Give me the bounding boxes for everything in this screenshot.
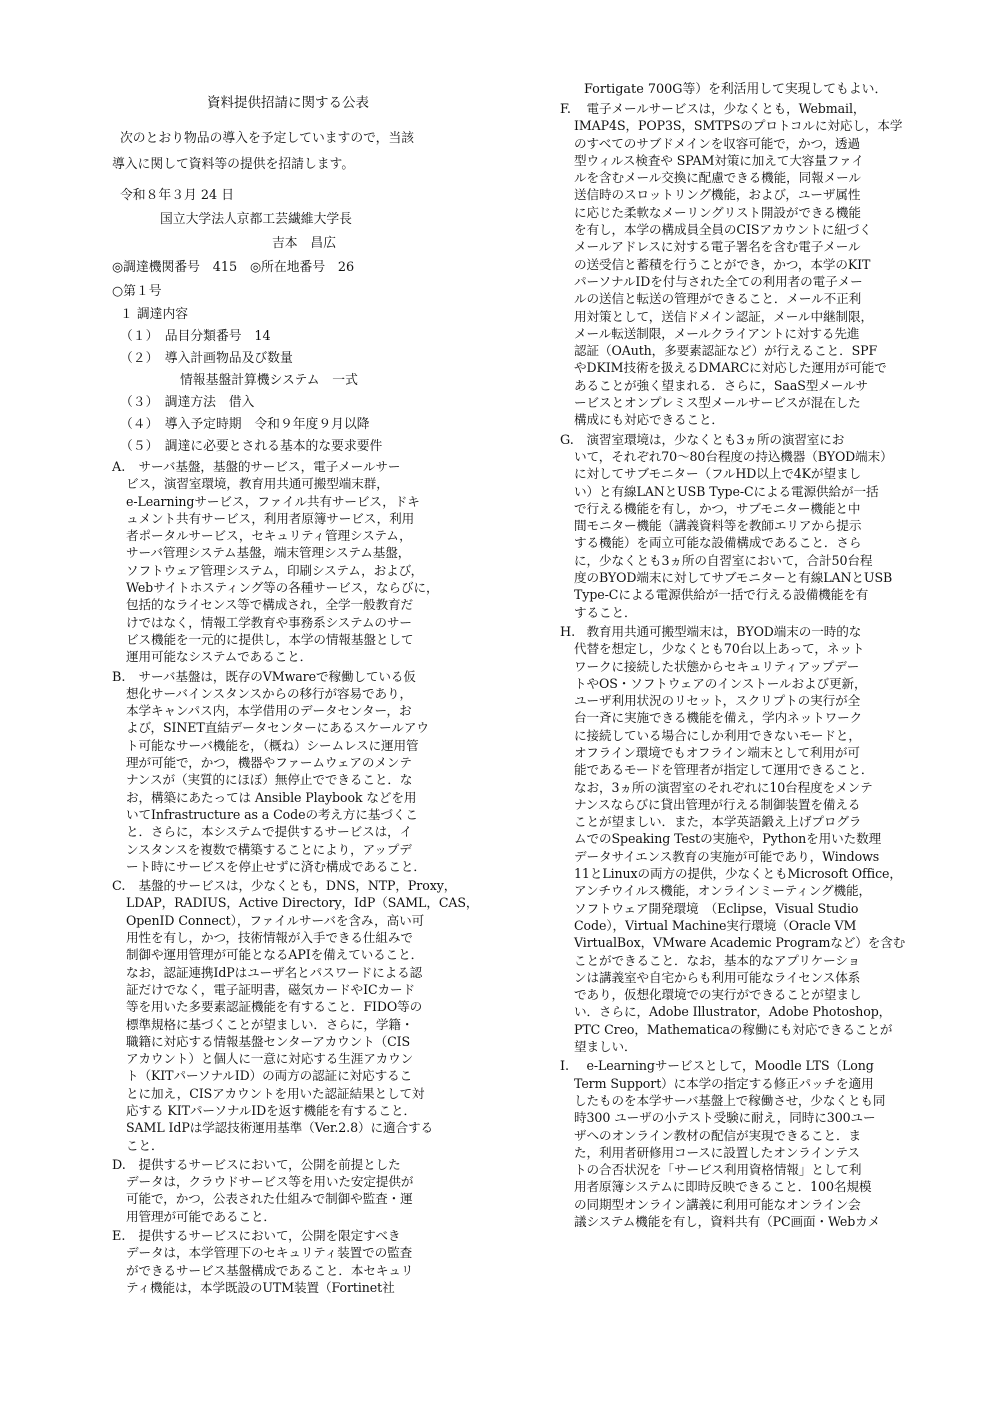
subitem-1: （１） 品目分類番号 14: [120, 329, 271, 344]
requirement-list-left: [112, 458, 479, 1296]
requirement-line: ムでのSpeaking Testの実施や，Pythonを用いた数理: [574, 831, 882, 847]
requirement-line: 11とLinuxの両方の提供，少なくともMicrosoft Office，: [574, 866, 902, 882]
requirement-line: ービスとオンプレミス型メールサービスが混在した: [574, 395, 861, 411]
requirement-text: [112, 1156, 464, 1225]
requirement-text: [560, 100, 914, 429]
requirement-line: 用管理が可能であること．: [126, 1208, 276, 1224]
requirement-line: 応する KITパーソナルIDを返す機能を有すること．: [126, 1102, 416, 1118]
requirement-line: 理が可能で，かつ，機器やファームウェアのメンテ: [126, 755, 412, 771]
requirement-line: 職籍に対応する情報基盤センターアカウント（CIS: [126, 1033, 411, 1049]
requirement-line: 教育用共通可搬型端末は，BYOD端末の一時的な: [574, 623, 862, 639]
requirement-line: 度のBYOD端末に対してサブモニターと有線LANとUSB: [574, 570, 893, 586]
requirement-line: 提供するサービスにおいて，公開を前提とした: [126, 1156, 401, 1172]
subitem-2: （２） 導入計画物品及び数量: [120, 351, 293, 366]
requirement-item: [560, 100, 914, 429]
requirement-line: LDAP，RADIUS，Active Directory，IdP（SAML，CAS，: [126, 895, 479, 911]
requirement-text: [112, 877, 479, 1154]
requirement-item: [560, 623, 914, 1055]
requirement-line: いてInfrastructure as a Codeの考え方に基づくこ: [126, 806, 418, 822]
requirement-line: 等を用いた多要素認証機能を有すること．FIDO等の: [126, 999, 423, 1015]
requirement-line: 提供するサービスにおいて，公開を限定すべき: [126, 1228, 401, 1244]
requirement-line: い）と有線LANとUSB Type-Cによる電源供給が一括: [574, 483, 879, 499]
requirement-line: 送信時のスロットリング機能，および，ユーザ属性: [574, 187, 861, 203]
organization-name: 国立大学法人京都工芸繊維大学長: [160, 212, 352, 227]
continuation-line: Fortigate 700G等）を利活用して実現してもよい．: [584, 82, 888, 97]
requirement-line: のすべてのサブドメインを収容可能で，かつ，透過: [574, 135, 860, 151]
requirement-line: e-Learningサービスとして，Moodle LTS（Long: [574, 1058, 874, 1074]
subitem-3: （３） 調達方法 借入: [120, 395, 255, 410]
requirement-text: [112, 1227, 464, 1296]
requirement-line: やDKIM技術を扱えるDMARCに対応した運用が可能で: [574, 360, 887, 376]
requirement-line: いて，それぞれ70～80台程度の持込機器（BYOD端末）: [574, 448, 893, 464]
requirement-line: Type-Cによる電源供給が一括で行える設備機能を有: [574, 587, 869, 603]
requirement-line: ビス機能を一元的に提供し，本学の情報基盤として: [126, 631, 414, 647]
requirement-line: したものを本学サーバ基盤上で稼働させ，少なくとも同: [574, 1092, 886, 1108]
requirement-line: 望ましい．: [574, 1039, 637, 1055]
requirement-line: Webサイトホスティング等の各種サービス，ならびに，: [126, 580, 439, 596]
requirement-line: データは，本学管理下のセキュリティ装置での監査: [126, 1245, 413, 1261]
subitem-5: （５） 調達に必要とされる基本的な要求要件: [120, 439, 383, 454]
requirement-line: IMAP4S，POP3S，SMTPSのプロトコルに対応し，本学: [574, 118, 903, 134]
requirement-line: ワークに接続した状態からセキュリティアップデー: [574, 658, 860, 674]
requirement-line: 標準規格に基づくことが望ましい．さらに，学籍・: [126, 1016, 414, 1032]
requirement-line: ナンスが（実質的にほぼ）無停止でできること．な: [126, 772, 413, 788]
requirement-line: ユーザ利用状況のリセット，スクリプトの実行が全: [574, 693, 861, 709]
requirement-label: E.: [112, 1229, 126, 1245]
requirement-line: 電子メールサービスは，少なくとも，Webmail，: [574, 101, 866, 116]
requirement-line: に対してサブモニター（フルHD以上で4Kが望まし: [574, 466, 861, 482]
requirement-text: [560, 623, 914, 1055]
requirement-line: OpenID Connect），ファイルサーバを含み，高い可: [126, 912, 425, 928]
subitem-2-detail: 情報基盤計算機システム 一式: [180, 373, 358, 388]
requirement-label: H.: [560, 624, 576, 640]
requirement-line: の送受信と蓄積を行うことができ，かつ，本学のKIT: [574, 256, 871, 272]
requirement-item: [112, 668, 464, 876]
requirement-line: メールアドレスに対する電子署名を含む電子メール: [574, 239, 861, 255]
requirement-line: を有し，本学の構成員全員のCISアカウントに紐づく: [574, 222, 872, 238]
requirement-line: する機能）を両立可能な設備構成であること．さら: [574, 535, 862, 551]
requirement-line: ことができること．なお，基本的なアプリケーショ: [574, 952, 861, 968]
requirement-line: あることが強く望まれる．さらに，SaaS型メールサ: [574, 377, 868, 393]
subitem-4: （４） 導入予定時期 令和９年度９月以降: [120, 417, 370, 432]
requirement-item: [112, 1227, 464, 1296]
requirement-line: 可能で，かつ，公表された仕組みで制御や監査・運: [126, 1191, 413, 1207]
requirement-line: ソフトウェア開発環境 （Eclipse，Visual Studio: [574, 900, 859, 916]
requirement-line: サーバ基盤，基盤的サービス，電子メールサー: [126, 459, 401, 474]
intro-line: 導入に関して資料等の提供を招請します。: [112, 157, 355, 172]
document-title: 資料提供招請に関する公表: [207, 95, 369, 111]
requirement-label: A.: [112, 460, 126, 475]
requirement-line: 運用可能なシステムであること．: [126, 649, 313, 665]
requirement-line: 証だけでなく，電子証明書，磁気カードやICカード: [126, 981, 416, 997]
requirement-line: 議システム機能を有し，資料共有（PC画面・Webカメ: [574, 1214, 881, 1229]
requirement-line: 時300 ユーザの小テスト受験に耐え，同時に300ユー: [574, 1110, 876, 1126]
requirement-line: サーバ基盤は，既存のVMwareで稼働している仮: [126, 668, 416, 684]
requirement-line: に，少なくとも3ヵ所の自習室において，合計50台程: [574, 552, 873, 568]
requirement-line: た，利用者研修用コースに設置したオンラインテス: [574, 1144, 860, 1160]
requirement-line: メール転送制限，メールクライアントに対する先進: [574, 325, 860, 341]
procurement-codes: ◎調達機関番号 415 ◎所在地番号 26: [112, 260, 355, 275]
requirement-line: い．さらに，Adobe Illustrator，Adobe Photoshop，: [574, 1004, 892, 1020]
requirement-line: 用対策として，送信ドメイン認証，メール中継制限，: [574, 308, 873, 324]
requirement-label: G.: [560, 432, 574, 448]
requirement-line: 基盤的サービスは，少なくとも，DNS，NTP，Proxy，: [126, 878, 457, 894]
requirement-item: [112, 877, 479, 1154]
requirement-line: VirtualBox，VMware Academic Programなど）を含む: [574, 935, 906, 951]
requirement-line: と．さらに，本システムで提供するサービスは，イ: [126, 824, 413, 840]
requirement-line: ティ機能は，本学既設のUTM装置（Fortinet社: [126, 1279, 395, 1295]
requirement-line: 用者原簿システムに即時反映できること．100名規模: [574, 1179, 872, 1195]
requirement-item: [560, 1057, 914, 1230]
requirement-line: 本学キャンパス内，本学借用のデータセンター，お: [126, 703, 412, 719]
intro-line: 次のとおり物品の導入を予定していますので，当該: [120, 131, 415, 146]
requirement-line: パーソナルIDを付与された全ての利用者の電子メー: [574, 273, 863, 289]
requirement-line: の同期型オンライン講義に利用可能なオンライン会: [574, 1196, 861, 1212]
requirement-line: ルの送信と転送の管理ができること．メール不正利: [574, 291, 862, 307]
requirement-text: [560, 1057, 914, 1230]
requirement-line: ザへのオンライン教材の配信が実現できること．ま: [574, 1127, 861, 1143]
requirement-line: に接続している場合にしか利用できないモードと，: [574, 727, 861, 743]
requirement-line: ート時にサービスを停止せずに済む構成であること．: [126, 858, 426, 874]
requirement-text: [112, 668, 464, 876]
requirement-line: ができるサービス基盤構成であること．本セキュリ: [126, 1262, 414, 1278]
requirement-line: e-Learningサービス，ファイル共有サービス，ドキ: [126, 493, 420, 509]
requirement-line: トやOS・ソフトウェアのインストールおよび更新，: [574, 675, 867, 691]
requirement-line: 台一斉に実施できる機能を備え，学内ネットワーク: [574, 710, 863, 726]
date-line: 令和８年３月 24 日: [120, 188, 234, 203]
requirement-line: SAML IdPは学認技術運用基準（Ver.2.8）に適合する: [126, 1120, 433, 1136]
requirement-item: [560, 431, 914, 621]
requirement-line: 型ウィルス検査や SPAM対策に加えて大容量ファイ: [574, 152, 864, 168]
requirement-line: よび，SINET直結データセンターにあるスケールアウ: [126, 720, 429, 736]
requirement-line: に応じた柔軟なメーリングリスト開設ができる機能: [574, 204, 861, 220]
section-heading: １ 調達内容: [120, 307, 189, 322]
requirement-line: なお，認証連携IdPはユーザ名とパスワードによる認: [126, 964, 423, 980]
notice-number: ○第１号: [112, 284, 162, 299]
requirement-line: 間モニター機能（講義資料等を教師エリアから提示: [574, 518, 862, 534]
requirement-line: ト可能なサーバ機能を，（概ね）シームレスに運用管: [126, 737, 419, 753]
requirement-line: ビス，演習室環境，教育用共通可搬型端末群，: [126, 476, 389, 492]
requirement-list-right: [560, 100, 914, 1230]
requirement-line: とに加え，CISアカウントを用いた認証結果として対: [126, 1085, 425, 1101]
requirement-line: で行える機能を有し，かつ，サブモニター機能と中: [574, 500, 861, 516]
requirement-line: であり，仮想化環境での実行ができることが望まし: [574, 987, 862, 1003]
requirement-line: トの合否状況を「サービス利用資格情報」として利: [574, 1162, 862, 1178]
requirement-line: ンスタンスを複数で構築することにより，アップデ: [126, 841, 412, 857]
requirement-text: [560, 431, 914, 621]
requirement-label: B.: [112, 669, 126, 685]
requirement-label: I.: [560, 1059, 570, 1075]
requirement-text: [112, 458, 464, 666]
requirement-item: [112, 1156, 464, 1225]
requirement-line: 想化サーバインスタンスからの移行が容易であり，: [126, 685, 412, 701]
requirement-line: データは，クラウドサービス等を用いた安定提供が: [126, 1174, 414, 1190]
requirement-line: ソフトウェア管理システム，印刷システム，および，: [126, 562, 424, 578]
requirement-line: 包括的なライセンス等で構成され，全学一般教育だ: [126, 597, 413, 613]
requirement-line: 代替を想定し，少なくとも70台以上あって，ネット: [574, 641, 865, 657]
requirement-line: データサイエンス教育の実施が可能であり，Windows: [574, 848, 880, 864]
requirement-line: Term Support）に本学の指定する修正パッチを適用: [574, 1075, 874, 1091]
requirement-line: ことが望ましい．また，本学英語鍛え上げプログラ: [574, 814, 862, 830]
requirement-line: ンは講義室や自宅からも利用可能なライセンス体系: [574, 969, 861, 985]
requirement-line: 用性を有し，かつ，技術情報が入手できる仕組みで: [126, 930, 413, 946]
requirement-line: すること．: [574, 604, 637, 620]
president-name: 吉本 昌広: [272, 236, 336, 251]
requirement-line: なお，3ヵ所の演習室のそれぞれに10台程度をメンテ: [574, 779, 873, 795]
requirement-label: D.: [112, 1157, 126, 1173]
requirement-line: アカウント）と個人に一意に対応する生涯アカウン: [126, 1051, 414, 1067]
right-column: [560, 80, 914, 1232]
requirement-line: けではなく，情報工学教育や事務系システムのサー: [126, 614, 412, 630]
requirement-line: 構成にも対応できること．: [574, 412, 724, 428]
requirement-line: 認証（OAuth，多要素認証など）が行えること．SPF: [574, 343, 878, 359]
requirement-line: 演習室環境は，少なくとも3ヵ所の演習室にお: [574, 431, 845, 447]
requirement-line: ト（KITパーソナルID）の両方の認証に対応するこ: [126, 1068, 413, 1084]
requirement-line: Code），Virtual Machine実行環境（Oracle VM: [574, 917, 857, 933]
requirement-line: PTC Creo，Mathematicaの稼働にも対応できることが: [574, 1021, 893, 1037]
requirement-line: こと．: [126, 1137, 164, 1153]
requirement-label: C.: [112, 879, 126, 895]
requirement-line: サーバ管理システム基盤，端末管理システム基盤，: [126, 545, 411, 561]
requirement-line: お，構築にあたっては Ansible Playbook などを用: [126, 789, 417, 805]
requirement-line: アンチウイルス機能，オンラインミーティング機能，: [574, 883, 871, 899]
requirement-line: 能であるモードを管理者が指定して運用できること．: [574, 762, 874, 778]
requirement-label: F.: [560, 102, 571, 117]
requirement-line: ナンスならびに貸出管理が行える制御装置を備える: [574, 796, 861, 812]
left-column: [112, 86, 479, 1298]
requirement-line: ュメント共有サービス，利用者原簿サービス，利用: [126, 510, 415, 526]
requirement-line: ルを含むメール交換に配慮できる機能，同報メール: [574, 170, 861, 186]
requirement-line: オフライン環境でもオフライン端末として利用が可: [574, 744, 860, 760]
requirement-line: 者ポータルサービス，セキュリティ管理システム，: [126, 528, 412, 544]
requirement-item: [112, 458, 464, 666]
requirement-line: 制御や運用管理が可能となるAPIを備えていること．: [126, 947, 424, 963]
